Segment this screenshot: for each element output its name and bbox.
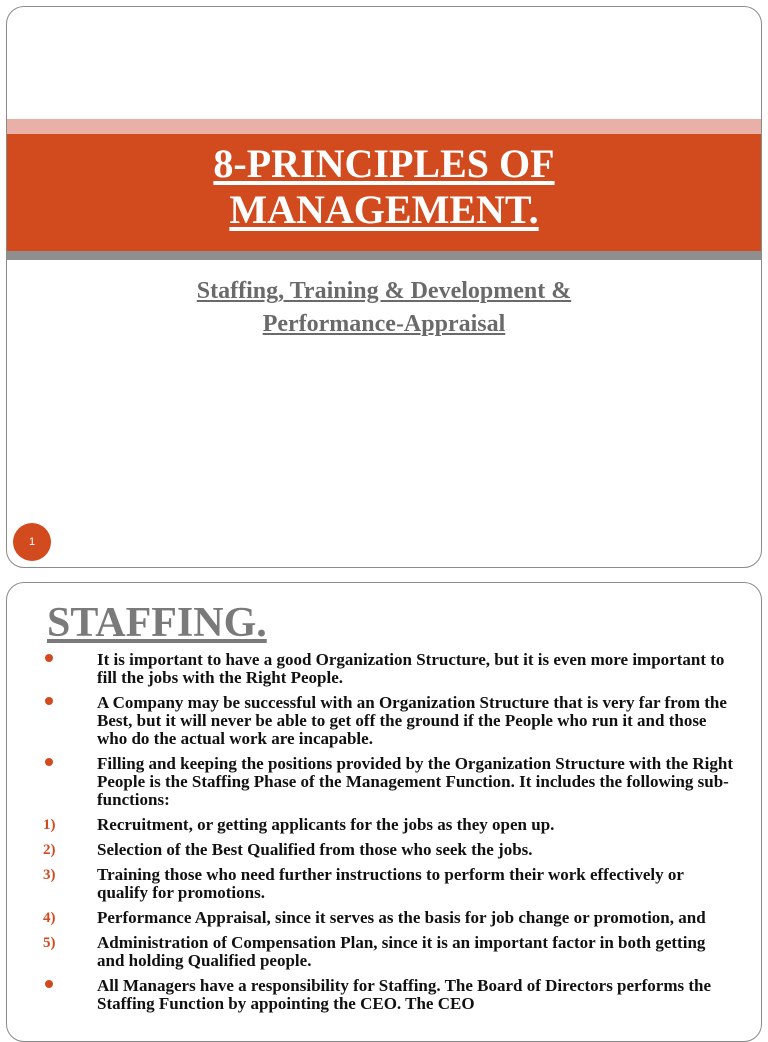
bullet-item: [43, 651, 733, 687]
bullet-dot-icon: [45, 654, 53, 662]
item-text: All Managers have a responsibility for Staffing. The Board of Directors performs the Staffing Function by appointing the CEO. The CEO: [97, 976, 712, 1013]
item-number: 3): [43, 867, 56, 883]
slide-subtitle-line-1: Staffing, Training & Development &: [196, 278, 572, 304]
bullet-item: [43, 755, 733, 809]
item-number: 1): [43, 817, 56, 833]
item-number: 4): [43, 910, 56, 926]
bullet-dot-icon: [45, 980, 53, 988]
numbered-item: [43, 816, 733, 834]
slide-subtitle: [7, 275, 761, 341]
item-number: 2): [43, 842, 56, 858]
bullet-item: [43, 977, 733, 1013]
item-text: A Company may be successful with an Organization Structure that is very far from the Best, but it will never be able to get off the ground if the People who run it and those who do the actual work are incapable.: [97, 693, 727, 748]
slide-title: [7, 141, 761, 233]
slide-subtitle-line-2: Performance-Appraisal: [262, 311, 506, 337]
title-slide: [6, 6, 762, 568]
staffing-slide: [6, 582, 762, 1042]
item-text: Filling and keeping the positions provided by the Organization Structure with the Right People is the Staffing Phase of the Management Function. It includes the following sub- functions:: [97, 754, 733, 809]
bullet-item: [43, 694, 733, 748]
item-text: Administration of Compensation Plan, since it is an important factor in both getting and holding Qualified people.: [97, 933, 706, 970]
bullet-dot-icon: [45, 697, 53, 705]
item-text: Selection of the Best Qualified from those who seek the jobs.: [97, 840, 533, 859]
item-text: Performance Appraisal, since it serves as the basis for job change or promotion, and: [97, 908, 706, 927]
staffing-content-list: [43, 651, 733, 1020]
staffing-heading: STAFFING.: [47, 600, 267, 646]
accent-band-bottom: [7, 251, 761, 260]
item-text: Training those who need further instructions to perform their work effectively or qualify for promotions.: [97, 865, 684, 902]
accent-band-top: [7, 119, 761, 134]
slide-title-line-2: MANAGEMENT.: [229, 187, 539, 232]
numbered-item: [43, 841, 733, 859]
item-number: 5): [43, 935, 56, 951]
numbered-item: [43, 866, 733, 902]
slide-number-badge: 1: [13, 523, 51, 561]
item-text: Recruitment, or getting applicants for the jobs as they open up.: [97, 815, 555, 834]
numbered-item: [43, 934, 733, 970]
item-text: It is important to have a good Organization Structure, but it is even more important to fill the jobs with the Right People.: [97, 650, 725, 687]
numbered-item: [43, 909, 733, 927]
slide-title-line-1: 8-PRINCIPLES OF: [213, 141, 555, 186]
bullet-dot-icon: [45, 758, 53, 766]
